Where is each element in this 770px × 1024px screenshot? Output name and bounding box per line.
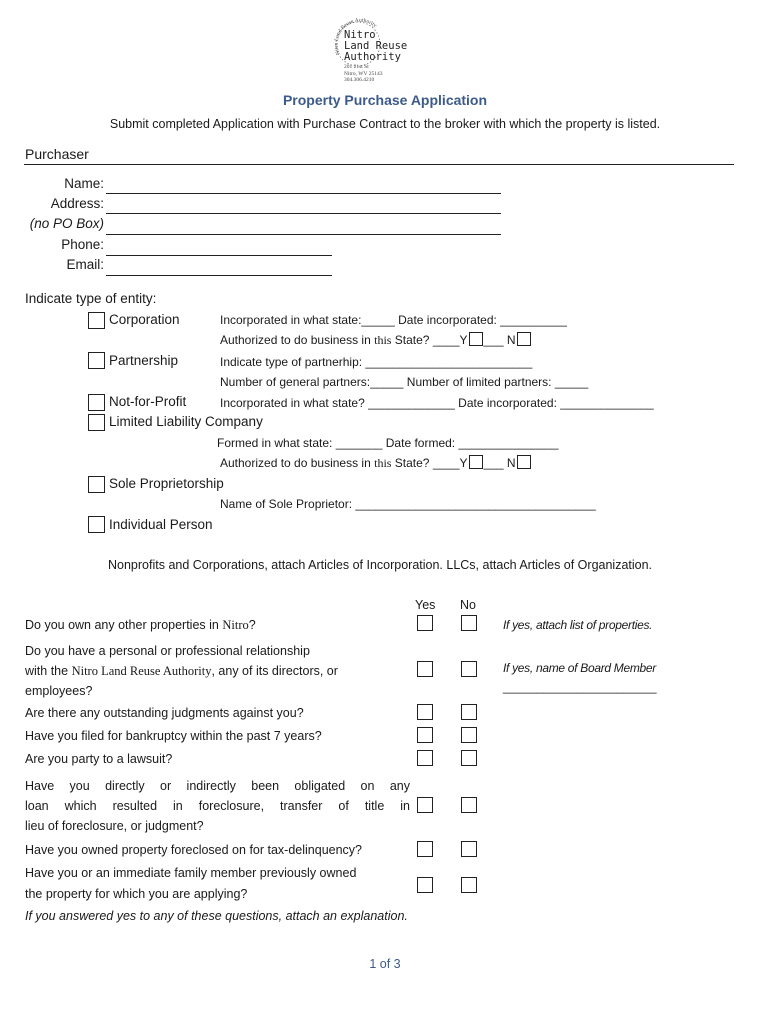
q7-yes-checkbox[interactable]: [417, 841, 433, 857]
individual-person-checkbox[interactable]: [88, 516, 105, 533]
email-label: Email:: [66, 257, 104, 272]
logo-name: Nitro Land Reuse Authority: [344, 29, 408, 63]
page-title: Property Purchase Application: [282, 92, 488, 108]
partnership-label: Partnership: [109, 353, 179, 368]
partnership-partner-counts: Number of general partners:_____ Number of limited partners: _____: [220, 375, 589, 389]
question-judgments: Are there any outstanding judgments against you?: [25, 706, 304, 720]
email-input[interactable]: [106, 275, 332, 276]
q1-yes-checkbox[interactable]: [417, 615, 433, 631]
sole-proprietorship-checkbox[interactable]: [88, 476, 105, 493]
q7-no-checkbox[interactable]: [461, 841, 477, 857]
q5-no-checkbox[interactable]: [461, 750, 477, 766]
q2-note: If yes, name of Board Member: [503, 661, 657, 675]
logo-ring-text: Nitro Land Reuse Authority: [333, 17, 378, 56]
q5-yes-checkbox[interactable]: [417, 750, 433, 766]
section-divider: [24, 164, 734, 165]
question-relationship: Do you have a personal or professional relationship with the Nitro Land Reuse Authority, any of its directors, or employees?: [25, 644, 338, 698]
logo-address: 201 21st St Nitro, WV 25143 304.306.4210: [344, 64, 383, 83]
q6-no-checkbox[interactable]: [461, 797, 477, 813]
corporation-authorized-yes-checkbox[interactable]: [469, 332, 483, 346]
yes-column-header: Yes: [415, 598, 436, 612]
q1-no-checkbox[interactable]: [461, 615, 477, 631]
corporation-authorized-no-checkbox[interactable]: [517, 332, 531, 346]
name-label: Name:: [64, 176, 104, 191]
llc-checkbox[interactable]: [88, 414, 105, 431]
q8-yes-checkbox[interactable]: [417, 877, 433, 893]
llc-authorized: Authorized to do business in this State? ____Y ___ N: [220, 455, 532, 471]
phone-input[interactable]: [106, 255, 332, 256]
question-bankruptcy: Have you filed for bankruptcy within the past 7 years?: [25, 729, 322, 743]
q2-board-member-blank[interactable]: _______________________: [503, 680, 657, 694]
not-for-profit-label: Not-for-Profit: [109, 394, 187, 409]
name-input[interactable]: [106, 193, 501, 194]
partnership-type: Indicate type of partnerhip: _________________________: [220, 355, 533, 369]
question-previous-owner: Have you or an immediate family member previously owned the property for which you are applying?: [25, 866, 357, 901]
q4-no-checkbox[interactable]: [461, 727, 477, 743]
address-label: Address:: [50, 196, 104, 211]
not-for-profit-state-date: Incorporated in what state? _____________ Date incorporated: ______________: [220, 396, 654, 410]
q3-no-checkbox[interactable]: [461, 704, 477, 720]
corporation-state-date: Incorporated in what state:_____ Date incorporated: __________: [220, 313, 567, 327]
llc-authorized-yes-checkbox[interactable]: [469, 455, 483, 469]
q2-yes-checkbox[interactable]: [417, 661, 433, 677]
llc-label: Limited Liability Company: [109, 414, 263, 429]
no-po-box-note: (no PO Box): [29, 216, 104, 231]
q8-no-checkbox[interactable]: [461, 877, 477, 893]
q6-yes-checkbox[interactable]: [417, 797, 433, 813]
explanation-note: If you answered yes to any of these questions, attach an explanation.: [25, 909, 408, 923]
address-input-line-2[interactable]: [106, 234, 501, 235]
address-input-line-1[interactable]: [106, 213, 501, 214]
attach-articles-note: Nonprofits and Corporations, attach Articles of Incorporation. LLCs, attach Articles of Organization.: [108, 558, 653, 572]
question-other-properties: Do you own any other properties in Nitro?: [25, 618, 256, 632]
individual-person-label: Individual Person: [109, 517, 213, 532]
sole-proprietor-name: Name of Sole Proprietor: ____________________________________: [220, 497, 596, 511]
page-subtitle: Submit completed Application with Purchase Contract to the broker with which the property is listed.: [109, 117, 661, 131]
question-tax-delinquency: Have you owned property foreclosed on for tax-delinquency?: [25, 843, 363, 857]
q1-note: If yes, attach list of properties.: [503, 618, 653, 632]
entity-type-prompt: Indicate type of entity:: [25, 291, 157, 306]
not-for-profit-checkbox[interactable]: [88, 394, 105, 411]
corporation-label: Corporation: [109, 312, 180, 327]
q3-yes-checkbox[interactable]: [417, 704, 433, 720]
corporation-authorized: Authorized to do business in this State? ____Y ___ N: [220, 332, 532, 348]
sole-proprietorship-label: Sole Proprietorship: [109, 476, 224, 491]
no-column-header: No: [460, 598, 476, 612]
q2-no-checkbox[interactable]: [461, 661, 477, 677]
page-number: 1 of 3: [369, 957, 401, 971]
corporation-checkbox[interactable]: [88, 312, 105, 329]
llc-authorized-no-checkbox[interactable]: [517, 455, 531, 469]
llc-state-date: Formed in what state: _______ Date formed: _______________: [217, 436, 559, 450]
partnership-checkbox[interactable]: [88, 352, 105, 369]
q4-yes-checkbox[interactable]: [417, 727, 433, 743]
authority-logo: [328, 14, 428, 90]
question-foreclosure: Have you directly or indirectly been obligated on any loan which resulted in foreclosure, transfer of title in lieu of foreclosure, or judgment?: [25, 779, 410, 833]
question-lawsuit: Are you party to a lawsuit?: [25, 752, 173, 766]
purchaser-heading: Purchaser: [25, 146, 89, 162]
phone-label: Phone:: [61, 237, 104, 252]
